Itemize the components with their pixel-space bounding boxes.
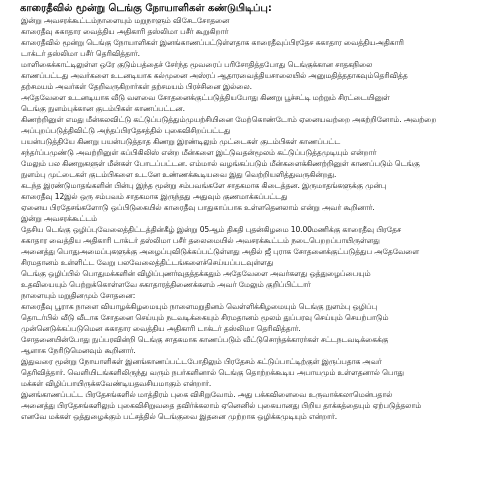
article-line: மேலும் பல கிணறுகளுள் மீன்கள் போடப்பட்டன. எம்மால் வழங்கப்படும் மீன்களைக்கிணற்றினுள் காணப்படும் டெங்கு xyxy=(21,159,420,168)
article-line: இனங்காணப்பட்ட பிரதேசங்களில் மாத்திரம் புகை விசிறுவோம். அது பக்கவிளைவை உருவாக்கலாமென்பதால் xyxy=(21,390,393,399)
article-line: டாக்டர் தஸ்லிமா பசீர் தெரிவித்தார். xyxy=(21,49,140,58)
article-line: நுளம்பு முட்டைகள் குடம்பிகளை உடனே உண்ணக்கூடியவை இது வெற்றியளித்துவருகின்றது. xyxy=(21,170,337,179)
article-line: தற்சமயம் அவர்கள் தேறிவருகிறார்கள் தற்சமயம் பிரச்சினை இல்லை. xyxy=(21,82,252,91)
article-title: காரைதீவில் மூன்று டெங்கு நோயாளிகள் கண்டுபிடிப்பு: xyxy=(20,3,272,14)
article-line: காரைதீவு 12இல் ஒரு சம்பவம் சாதகமாக இருந்தது அதுவும் குணமாக்கப்பட்டது xyxy=(21,192,288,201)
article-line: தெரிவித்தார். வெளியிடங்களிலிருந்து வரும் நபர்களினால் டெங்கு தொற்றக்கூடிய அபாயமும் உள்ளதனால் பொது xyxy=(21,368,404,377)
article-line: காரைதீவு பூராக நாளை வியாழக்கிழமையும் நாளைமறுதினம் வெள்ளிக்கிழமையும் டெங்கு நுளம்பு ஒழிப்பு xyxy=(21,302,378,311)
article-line: ஏனைய பிரதேசங்களோடு ஒப்பிடுகையில் காரைதீவு பாதுகாப்பாக உள்ளதெனலாம் என்று அவர் கூறினார். xyxy=(21,203,375,212)
article-line: சிரமதானம் உள்ளிட்ட வேறு பலவேலைத்திட்டங்களைச்செய்யப்படவுள்ளது xyxy=(21,258,274,267)
article-line: சுகாதார வைத்திய அதிகாரி டாக்டர் தஸ்லிமா பசீர் தலைமையில் அவசரக்கூட்டம் நடைபெறறப்பாயிருள்ளது xyxy=(21,236,380,245)
article-line: மக்கள் விழிப்பாயிருக்கவேண்டியதவசியமாகும் என்றார். xyxy=(21,379,212,388)
article-line: ஆளாக நேரிடுமெனவும் கூறினார். xyxy=(21,346,136,355)
article-line: அதேவேளை உடனடியாக வீடு வளவை சோதனைக்குட்படுத்தியபோது கிணறு பூச்சட்டி மற்றும் சிரட்டையினுள் xyxy=(21,93,390,102)
article-line: முன்னெடுக்கப்படுமென சுகாதார வைத்திய அதிகாரி டாக்டர் தஸ்லிமா தெரிவித்தார். xyxy=(21,324,301,333)
article-line: டெங்கு நுளம்புக்கான குடம்பிகள் காணப்பட்டன. xyxy=(21,104,185,113)
article-body xyxy=(21,15,486,422)
article-line: காரைதீவில் மூன்று டெங்கு நோயாளிகள் இனங்காணப்பட்டுள்ளதாக காரைதீவுப்பிரதேச சுகாதார வைத்தியஅதிகாரி xyxy=(21,38,404,47)
article-line: அப்புறப்படுத்திவிட்டு அந்தப்பிரதேசத்தில் புகைவிசிறப்பட்டது xyxy=(21,126,231,135)
article-line: நாளையும் மறுதினமும் சோதனை: xyxy=(21,291,136,300)
article-line: தொடர்பில் வீடு வீடாக சோதனை செய்யும் நடவடிக்கையும் சிரமதானம் மூலம் துப்பரவு செய்யும் செயற்பாடும் xyxy=(21,313,389,322)
article-line: உதவியையும் பெற்றுக்கொள்ளவே சுகாதாரத்திணைக்களம் அவர் மேலும் குறிப்பிட்டார் xyxy=(21,280,311,289)
article-line: டெங்கு ஒழிப்பில் பொதுமக்களின் விழிப்புணர்வுதத்தக்கதும் அதேவேளை அவர்களது ஒத்துழைப்பையும் xyxy=(21,269,371,278)
article-line: கடந்த இரண்டுமாதங்களின் பின்பு இந்த மூன்று சம்பவங்களே சாதகமாக கிடைத்தன. இருமாதங்களுக்கு முன்பு xyxy=(21,181,387,190)
article-line: மாளிகைக்காட்டிலுள்ள ஒரே குடும்பத்தைச் சேர்ந்த மூவரைப் பரிசோதித்தபோது டெங்குக்கான சாதகநிலை xyxy=(21,60,373,69)
article-line: அனைத்து பிரதேசங்களிலும் புகைவிசிறுவதை தவிர்க்கலாம் ஏனெனில் புகையானது பிறிய தாக்கத்தையும் ஏற்படுத்தலாம் xyxy=(21,401,422,410)
article-line: தேசிய டெங்கு ஒழிப்புவேலைத்திட்டத்தின்கீழ் இன்று 05ஆம் திகதி புதன்கிழமை 10.00மணிக்கு காரைதீவு பிரதேச xyxy=(21,225,402,234)
article-line: எனவே மக்கள் ஒத்துழைக்கும் பட்சத்தில் டெங்குவை இதனை முற்றாக ஒழிக்கமுடியும் என்றார். xyxy=(21,412,338,421)
article-line: காரைதீவு சுகாதார வைத்திய அதிகாரி தஸ்லிமா பசீர் கூறுகிறார் xyxy=(21,27,229,36)
article-line: கிணற்றினுள் எமது மீன்கலவிட்டு கட்டுப்படுத்தும்முயற்சியினை மேற்கொண்டோம் ஏனையவற்றை அகற்றினோம். அவற்றை xyxy=(21,115,437,124)
article-line: பயன்படுத்தியே கிணறு பயன்படுத்தாத கிணறு இரண்டிலும் முட்டைகள் குடம்பிகள் காணப்பட்ட xyxy=(21,137,341,146)
article-line: இன்று அவசரக்கூட்டம் xyxy=(21,214,98,223)
article-line: சந்தர்ப்பமுண்டு அவற்றினுள் கப்பிகிலிஸ் என்ற மீன்களை இட்டுவதன்மூலம் கட்டுப்படுத்தமுடியும் என்றார் xyxy=(21,148,377,157)
article-line: இதுவரை மூன்று நோயாளிகள் இனங்காணப்பட்டபோதிலும் பிரதேசம் கட்டுப்பாட்டிற்குள் இருப்பதாக அவர் xyxy=(21,357,382,366)
article-line: காணப்பட்டது அவர்களை உடனடியாக கல்முனை அஸ்ரப் ஆதாரவைத்தியசாலையில் அனுமதித்ததாகவும்தெரிவித்த xyxy=(21,71,408,80)
article-line: சோதனையின்போது நுப்பரவின்றி டெங்கு சாதகமாக காணப்படும் வீட்டுசொந்தக்காரர்கள் சட்டநடவடிக்கைக்கு xyxy=(21,335,389,344)
article-line: அனைத்து பொதுஅமைப்புகளுக்கு அழைப்புவிடுக்கப்பட்டுள்ளது அதில் ஜீ புராக சோதனைக்குட்படுத்துப அதேவேளை xyxy=(21,247,420,256)
article-line: இன்று அவசரக்கூட்டம்நாளையும் மறுநாளும் விசேடசோதனை xyxy=(21,16,230,25)
